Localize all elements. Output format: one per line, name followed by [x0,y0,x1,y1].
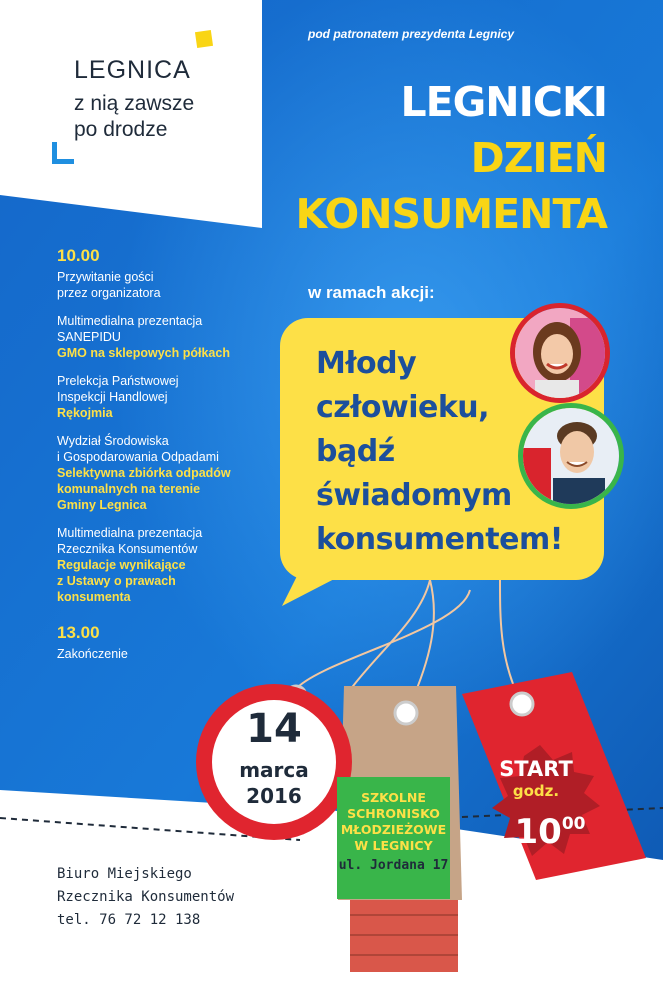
agenda-item-line: przez organizatora [57,286,161,300]
start-godz: godz. [512,782,560,800]
agenda-item-highlight: z Ustawy o prawach [57,574,176,588]
campaign-line: bądź [316,434,395,469]
start-hour: 10 [514,812,562,852]
agenda-item [57,525,277,605]
office-line2: Rzecznika Konsumentów [57,889,235,905]
man-photo [518,403,624,509]
venue-address: ul. Jordana 17 [338,858,449,873]
title-line2: DZIEŃ [470,134,607,182]
date-year: 2016 [246,784,302,808]
logo-tagline-line2: po drodze [74,118,168,141]
agenda-item-line: Przywitanie gości [57,270,154,284]
agenda-item-line: Multimedialna prezentacja [57,314,203,328]
agenda-item-highlight: Rękojmia [57,406,113,420]
title-line1: LEGNICKI [400,78,607,126]
agenda-start-time: 10.00 [57,246,100,265]
agenda-item [57,313,277,361]
woman-portrait-icon [515,308,605,398]
agenda-item-line: Prelekcja Państwowej [57,374,179,388]
agenda-item-line: Wydział Środowiska [57,434,169,448]
agenda-item-line: Multimedialna prezentacja [57,526,203,540]
agenda-item-highlight: komunalnych na terenie [57,482,201,496]
start-minutes: 00 [561,814,586,834]
agenda-item [57,269,277,301]
agenda-item [57,433,277,513]
agenda-item [57,373,277,421]
campaign-line: Młody [316,346,417,381]
date-month: marca [239,758,309,782]
action-label: w ramach akcji: [308,283,435,302]
office-info [57,863,234,932]
start-time [500,812,600,852]
agenda-item-line: Inspekcji Handlowej [57,390,168,404]
start-label: START [499,757,573,781]
agenda-item-highlight: Selektywna zbiórka odpadów [57,466,231,480]
agenda-end-label: Zakończenie [57,647,128,661]
logo-square-icon [195,30,213,48]
venue-line: SCHRONISKO [347,806,440,821]
agenda-item-highlight: Regulacje wynikające [57,558,186,572]
agenda [57,246,277,662]
venue-line: W LEGNICY [354,838,433,853]
agenda-item-highlight: konsumenta [57,590,131,604]
campaign-line: świadomym [316,478,512,513]
date-day: 14 [246,706,302,752]
campaign-line: konsumentem! [316,522,563,557]
logo-tagline [74,91,224,143]
logo-tagline-line1: z nią zawsze [74,92,195,115]
campaign-line: człowieku, [316,390,490,425]
agenda-item-line: Rzecznika Konsumentów [57,542,198,556]
logo-name: LEGNICA [74,56,191,84]
woman-photo [510,303,610,403]
agenda-item-highlight: GMO na sklepowych półkach [57,346,230,360]
patronage-text: pod patronatem prezydenta Legnicy [308,27,515,41]
venue-line: SZKOLNE [361,790,426,805]
agenda-end-time: 13.00 [57,623,100,642]
office-phone: tel. 76 72 12 138 [57,912,201,928]
agenda-item-highlight: Gminy Legnica [57,498,147,512]
man-portrait-icon [523,408,619,504]
venue-name [337,790,450,854]
title-line3: KONSUMENTA [295,190,607,238]
logo-corner-icon [52,142,74,164]
agenda-item-line: i Gospodarowania Odpadami [57,450,219,464]
venue-line: MŁODZIEŻOWE [340,822,447,837]
office-line1: Biuro Miejskiego [57,866,192,882]
agenda-item-line: SANEPIDU [57,330,121,344]
